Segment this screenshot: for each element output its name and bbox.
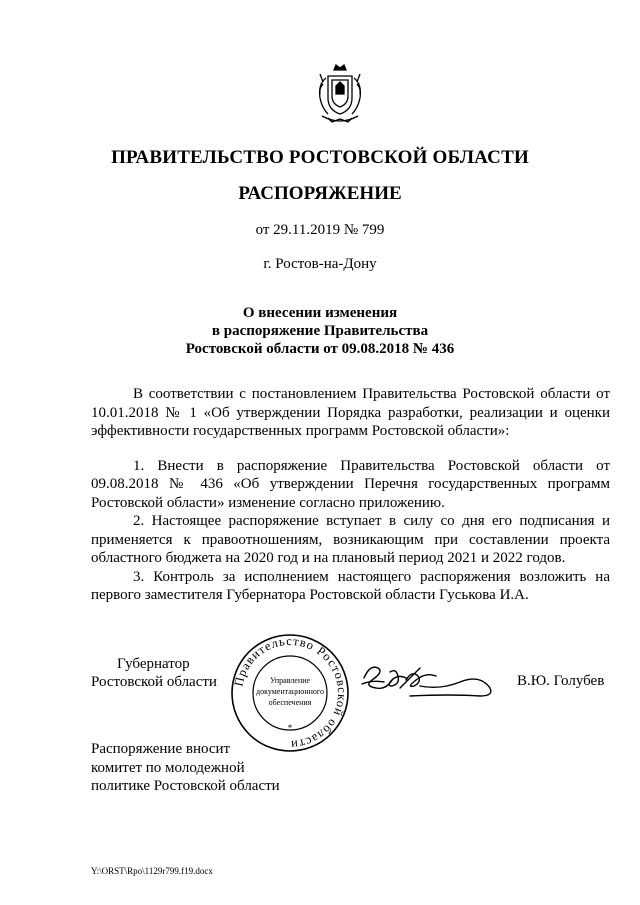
seal-center-line: обеспечения [268, 698, 312, 707]
signatory-title [91, 655, 217, 691]
subject-line: О внесении изменения [242, 305, 398, 321]
file-path-footer: Y:\ORST\Rpo\1129r799.f19.docx [91, 866, 213, 876]
organization-title: ПРАВИТЕЛЬСТВО РОСТОВСКОЙ ОБЛАСТИ [111, 147, 529, 168]
introducing-committee [91, 740, 280, 796]
document-city: г. Ростов-на-Дону [263, 256, 377, 272]
document-type: РАСПОРЯЖЕНИЕ [238, 183, 402, 204]
seal-ring-text: Правительство Ростовской области [231, 633, 350, 753]
svg-text:*: * [287, 723, 293, 733]
introducer-line: комитет по молодежной [91, 759, 245, 776]
seal-center-line: документационного [256, 687, 324, 696]
official-seal [228, 631, 352, 755]
rostov-oblast-coat-of-arms-icon [314, 62, 366, 126]
subject-line: в распоряжение Правительства [211, 323, 429, 339]
seal-center-line: Управление [269, 676, 311, 685]
signatory-name: В.Ю. Голубев [517, 673, 605, 689]
signatory-title-line: Губернатор [117, 656, 190, 672]
signatory-title-line: Ростовской области [91, 674, 217, 690]
document-date-number: от 29.11.2019 № 799 [255, 222, 385, 238]
item-paragraph-2: 2. Настоящее распоряжение вступает в силу со дня его подписания и применяется к правоотношениям, возникающим при составлении проекта областного бюджета на 2020 год и на плановый период 2021 и 2022 годов. [91, 513, 610, 566]
item-paragraph-1: 1. Внести в распоряжение Правительства Ростовской области от 09.08.2018 № 436 «Об утверждении Перечня государственных программ Ростовской области» изменение согласно приложению. [91, 457, 610, 511]
handwritten-signature [360, 658, 500, 698]
introducer-line: Распоряжение вносит [91, 741, 231, 757]
subject-line: Ростовской области от 09.08.2018 № 436 [185, 341, 455, 357]
introducer-line: политике Ростовской области [91, 778, 280, 794]
preamble-paragraph: В соответствии с постановлением Правительства Ростовской области от 10.01.2018 № 1 «Об утверждении Порядка разработки, реализации и оценки эффективности государственных программ Ростовской области»: [91, 386, 610, 439]
document-subject [0, 304, 640, 358]
item-paragraph-3: 3. Контроль за исполнением настоящего распоряжения возложить на первого заместителя Губернатора Ростовской области Гуськова И.А. [91, 568, 610, 603]
document-body [91, 385, 610, 605]
